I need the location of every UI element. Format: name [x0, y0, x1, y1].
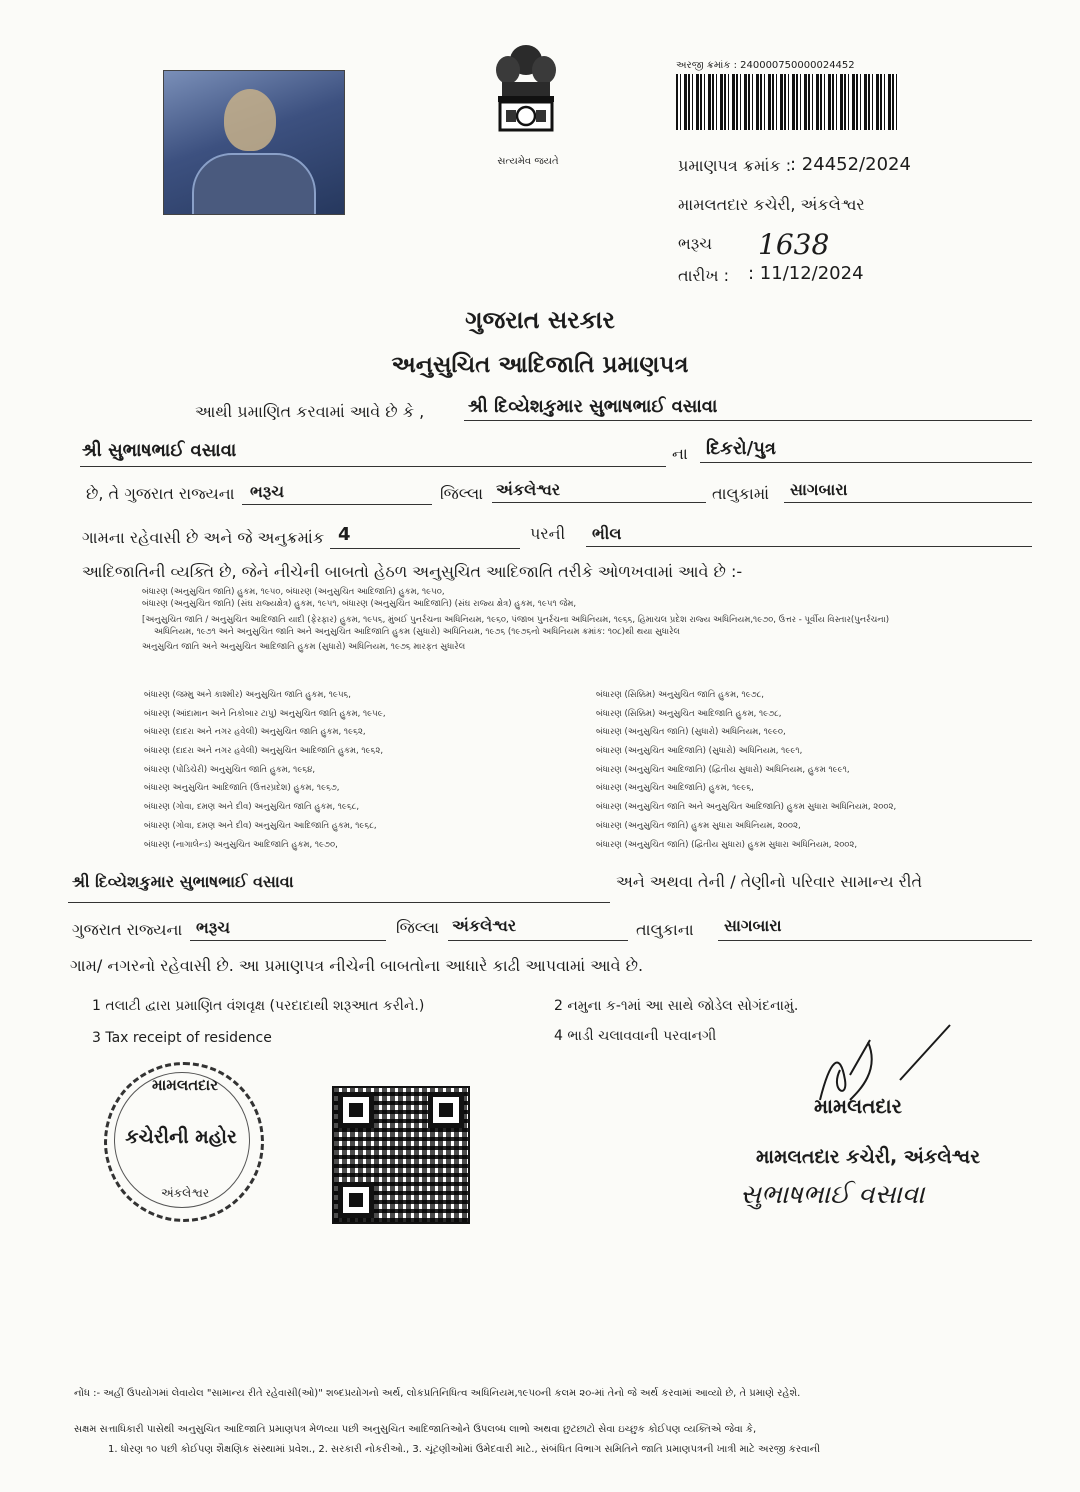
residence-person-name: શ્રી દિવ્યેશકુમાર સુભાષભાઈ વસાવા: [72, 872, 294, 891]
applicant-photo: [163, 70, 345, 215]
footer-note: નોંધ :- અહીં ઉપયોગમાં લેવાયેલ "સામાન્ય રીતે રહેવાસી(ઓ)" શબ્દપ્રયોગનો અર્થ, લોકપ્રતિનિધિત્વ અધિનિયમ,૧૯૫૦ની કલમ ૨૦-માં તેનો જે અર્થ કરવામાં આવ્યો છે, તે પ્રમાણે રહેશે.: [74, 1388, 801, 1399]
seal-bottom-text: અંકલેશ્વર: [160, 1186, 210, 1200]
state-prefix: છે, તે ગુજરાત રાજ્યના: [86, 484, 235, 503]
legal-refs-left: બંધારણ (જમ્મુ અને કાશ્મીર) અનુસુચિત જાતિ હુકમ, ૧૯૫૬, બંધારણ (આંદામાન અને નિકોબાર ટાપુ) અનુસુચિત જાતિ હુકમ, ૧૯૫૯, બંધારણ (દાદરા અને નગર હવેલી) અનુસુચિત જાતિ હુકમ, ૧૯૬૨, બંધારણ (દાદરા અને નગર હવેલી) અનુસુચિત આદિજાતિ હુકમ, ૧૯૬૨, બંધારણ (પોંડિચેરી) અનુસુચિત જાતિ હુકમ, ૧૯૬૪, બંધારણ અનુસુચિત આદિજાતિ (ઉત્તરપ્રદેશ) હુકમ, ૧૯૬૭, બંધારણ (ગોવા, દમણ અને દીવ) અનુસુચિત જાતિ હુકમ, ૧૯૬૮, બંધારણ (ગોવા, દમણ અને દીવ) અનુસુચિત આદિજાતિ હુકમ, ૧૯૬૮, બંધારણ (નાગાલેન્ડ) અનુસુચિત આદિજાતિ હુકમ, ૧૯૭૦,: [144, 690, 386, 850]
place-label: ભરૂચ: [678, 234, 713, 253]
document-item-4: 4 ભાડી ચલાવવાની પરવાનગી: [554, 1028, 717, 1044]
national-emblem-icon: [486, 38, 566, 156]
residence-taluka: સાગબારા: [724, 916, 782, 935]
resident-text: ગામના રહેવાસી છે અને જે અનુક્રમાંક: [82, 528, 325, 547]
seal-middle-text: કચેરીની મહોર: [125, 1126, 237, 1148]
father-name: શ્રી સુભાષભાઈ વસાવા: [82, 440, 237, 461]
seal-top-text: મામલતદાર: [152, 1076, 218, 1094]
application-number: અરજી ક્રમાંક : 240000750000024452: [676, 60, 855, 71]
certificate-title: અનુસુચિત આદિજાતિ પ્રમાણપત્ર: [391, 352, 689, 378]
certificate-number: : 24452/2024: [790, 154, 911, 175]
taluka: સાગબારા: [790, 480, 848, 499]
tribe-name: ભીલ: [592, 524, 622, 543]
government-title: ગુજરાત સરકાર: [465, 306, 615, 334]
district-1: ભરૂચ: [250, 482, 285, 501]
residence-taluka-label: તાલુકાના: [636, 920, 694, 939]
legal-refs-top: બંધારણ (અનુસુચિત જાતિ) હુકમ, ૧૯૫૦, બંધારણ (અનુસુચિત આદિજાતિ) હુકમ, ૧૯૫૦, બંધારણ (અનુસુચિત જાતિ) (સંઘ રાજ્યક્ષેત્ર) હુકમ, ૧૯૫૧, બંધારણ (અનુસુચિત આદિજાતિ) (સંઘ રાજ્ય ક્ષેત્ર) હુકમ, ૧૯૫૧ જેમ, [અનુસુચિત જાતિ / અનુસુચિત આદિજાતિ યાદી (ફેરફાર) હુકમ, ૧૯૫૬, મુંબઈ પુનર્રચના અધિનિયમ, ૧૯૬૦, પંજાબ પુનર્રચના અધિનિયમ, ૧૯૬૬, હિમાચલ પ્રદેશ રાજ્ય અધિનિયમ,૧૯૭૦, ઉત્તર - પૂર્વીય વિસ્તાર(પુનર્રચના) અધિનિયમ, ૧૯૭૧ અને અનુસુચિત જાતિ અને અનુસુચિત આદિજાતિ હુકમ (સુધારો) અધિનિયમ, ૧૯૭૬ (૧૯૭૬નો અધિનિયમ ક્રમાંક: ૧૦૮)થી થયા સુધારેલ અનુસુચિત જાતિ અને અનુસુચિત આદિજાતિ હુકમ (સુધારો) અધિનિયમ, ૧૯૭૬ મારફત સુધારેલ: [142, 587, 890, 653]
handwritten-name: સુભાષભાઈ વસાવા: [740, 1180, 925, 1210]
district-label: જિલ્લા: [440, 484, 484, 503]
taluka-label: તાલુકામાં: [712, 484, 770, 503]
footer-line-2: સક્ષમ સત્તાધિકારી પાસેથી અનુસુચિત આદિજાતિ પ્રમાણપત્ર મેળવ્યા પછી અનુસુચિત આદિજાતિઓને ઉપલબ્ધ લાભો અથવા છુટછાટો સેવા ઇચ્છુક કોઈપણ વ્યક્તિએ જેવા કે,: [74, 1424, 757, 1435]
of-label: ના: [672, 444, 688, 463]
basis-text: ગામ/ નગરનો રહેવાસી છે. આ પ્રમાણપત્ર નીચેની બાબતોના આધારે કાઢી આપવામાં આવે છે.: [70, 956, 644, 975]
signatory-office: મામલતદાર કચેરી, અંકલેશ્વર: [756, 1146, 981, 1168]
certificate-no-label: પ્રમાણપત્ર ક્રમાંક :: [678, 156, 792, 175]
residence-district-2: અંકલેશ્વર: [452, 916, 517, 935]
on-label: પરની: [530, 524, 566, 543]
tribe-description: આદિજાતિની વ્યક્તિ છે, જેને નીચેની બાબતો હેઠળ અનુસુચિત આદિજાતિ તરીકે ઓળખવામાં આવે છે :-: [82, 562, 743, 581]
residence-district-1: ભરૂચ: [196, 918, 231, 937]
document-item-1: 1 તલાટી દ્વારા પ્રમાણિત વંશવૃક્ષ (પરદાદાથી શરૂઆત કરીને.): [92, 998, 425, 1014]
handwritten-number: 1638: [758, 228, 830, 261]
residence-state-label: ગુજરાત રાજ્યના: [72, 920, 183, 939]
document-item-3: 3 Tax receipt of residence: [92, 1030, 272, 1046]
legal-refs-right: બંધારણ (સિક્કિમ) અનુસુચિત જાતિ હુકમ, ૧૯૭૮, બંધારણ (સિક્કિમ) અનુસુચિત આદિજાતિ હુકમ, ૧૯૭૮, બંધારણ (અનુસુચિત જાતિ) (સુધારો) અધિનિયમ, ૧૯૯૦, બંધારણ (અનુસુચિત આદિજાતિ) (સુધારો) અધિનિયમ, ૧૯૯૧, બંધારણ (અનુસુચિત આદિજાતિ) (દ્વિતીય સુધારો) અધિનિયમ, હુકમ ૧૯૯૧, બંધારણ (અનુસુચિત આદિજાતિ) હુકમ, ૧૯૯૬, બંધારણ (અનુસુચિત જાતિ અને અનુસુચિત આદિજાતિ) હુકમ સુધારા અધિનિયમ, ૨૦૦૨, બંધારણ (અનુસુચિત જાતિ) હુકમ સુધારા અધિનિયમ, ૨૦૦૨, બંધારણ (અનુસુચિત જાતિ) (દ્વિતીય સુધારા) હુકમ સુધારા અધિનિયમ, ૨૦૦૨,: [596, 690, 897, 850]
serial-number: 4: [338, 524, 351, 545]
document-item-2: 2 નમુના ક-૧માં આ સાથે જોડેલ સોગંદનામું.: [554, 998, 799, 1014]
date-label: તારીખ :: [678, 266, 730, 285]
barcode: [676, 74, 900, 130]
emblem-motto: સત્યમેવ જયતે: [497, 156, 559, 167]
intro-text: આથી પ્રમાણિત કરવામાં આવે છે કે ,: [195, 402, 425, 421]
person-name: શ્રી દિવ્યેશકુમાર સુભાષભાઈ વસાવા: [468, 396, 718, 417]
office-name: મામલતદાર કચેરી, અંકલેશ્વર: [678, 195, 865, 214]
footer-line-3: 1. ધોરણ ૧૦ પછી કોઈપણ શૈક્ષણિક સંસ્થામાં પ્રવેશ., 2. સરકારી નોકરીઓ., 3. ચૂંટણીઓમાં ઉમેદવારી માટે., સંબંધિત વિભાગ સમિતિને જાતિ પ્રમાણપત્રની ખાત્રી માટે અરજી કરવાની: [108, 1444, 821, 1455]
issue-date: : 11/12/2024: [748, 263, 864, 284]
family-text: અને અથવા તેની / તેણીનો પરિવાર સામાન્ય રીતે: [616, 872, 923, 891]
signatory-designation: મામલતદાર: [814, 1094, 902, 1118]
qr-code: [332, 1086, 470, 1224]
relation: દિકરો/પુત્ર: [706, 438, 776, 459]
district-2: અંકલેશ્વર: [496, 480, 561, 499]
residence-district-label: જિલ્લા: [396, 918, 440, 937]
